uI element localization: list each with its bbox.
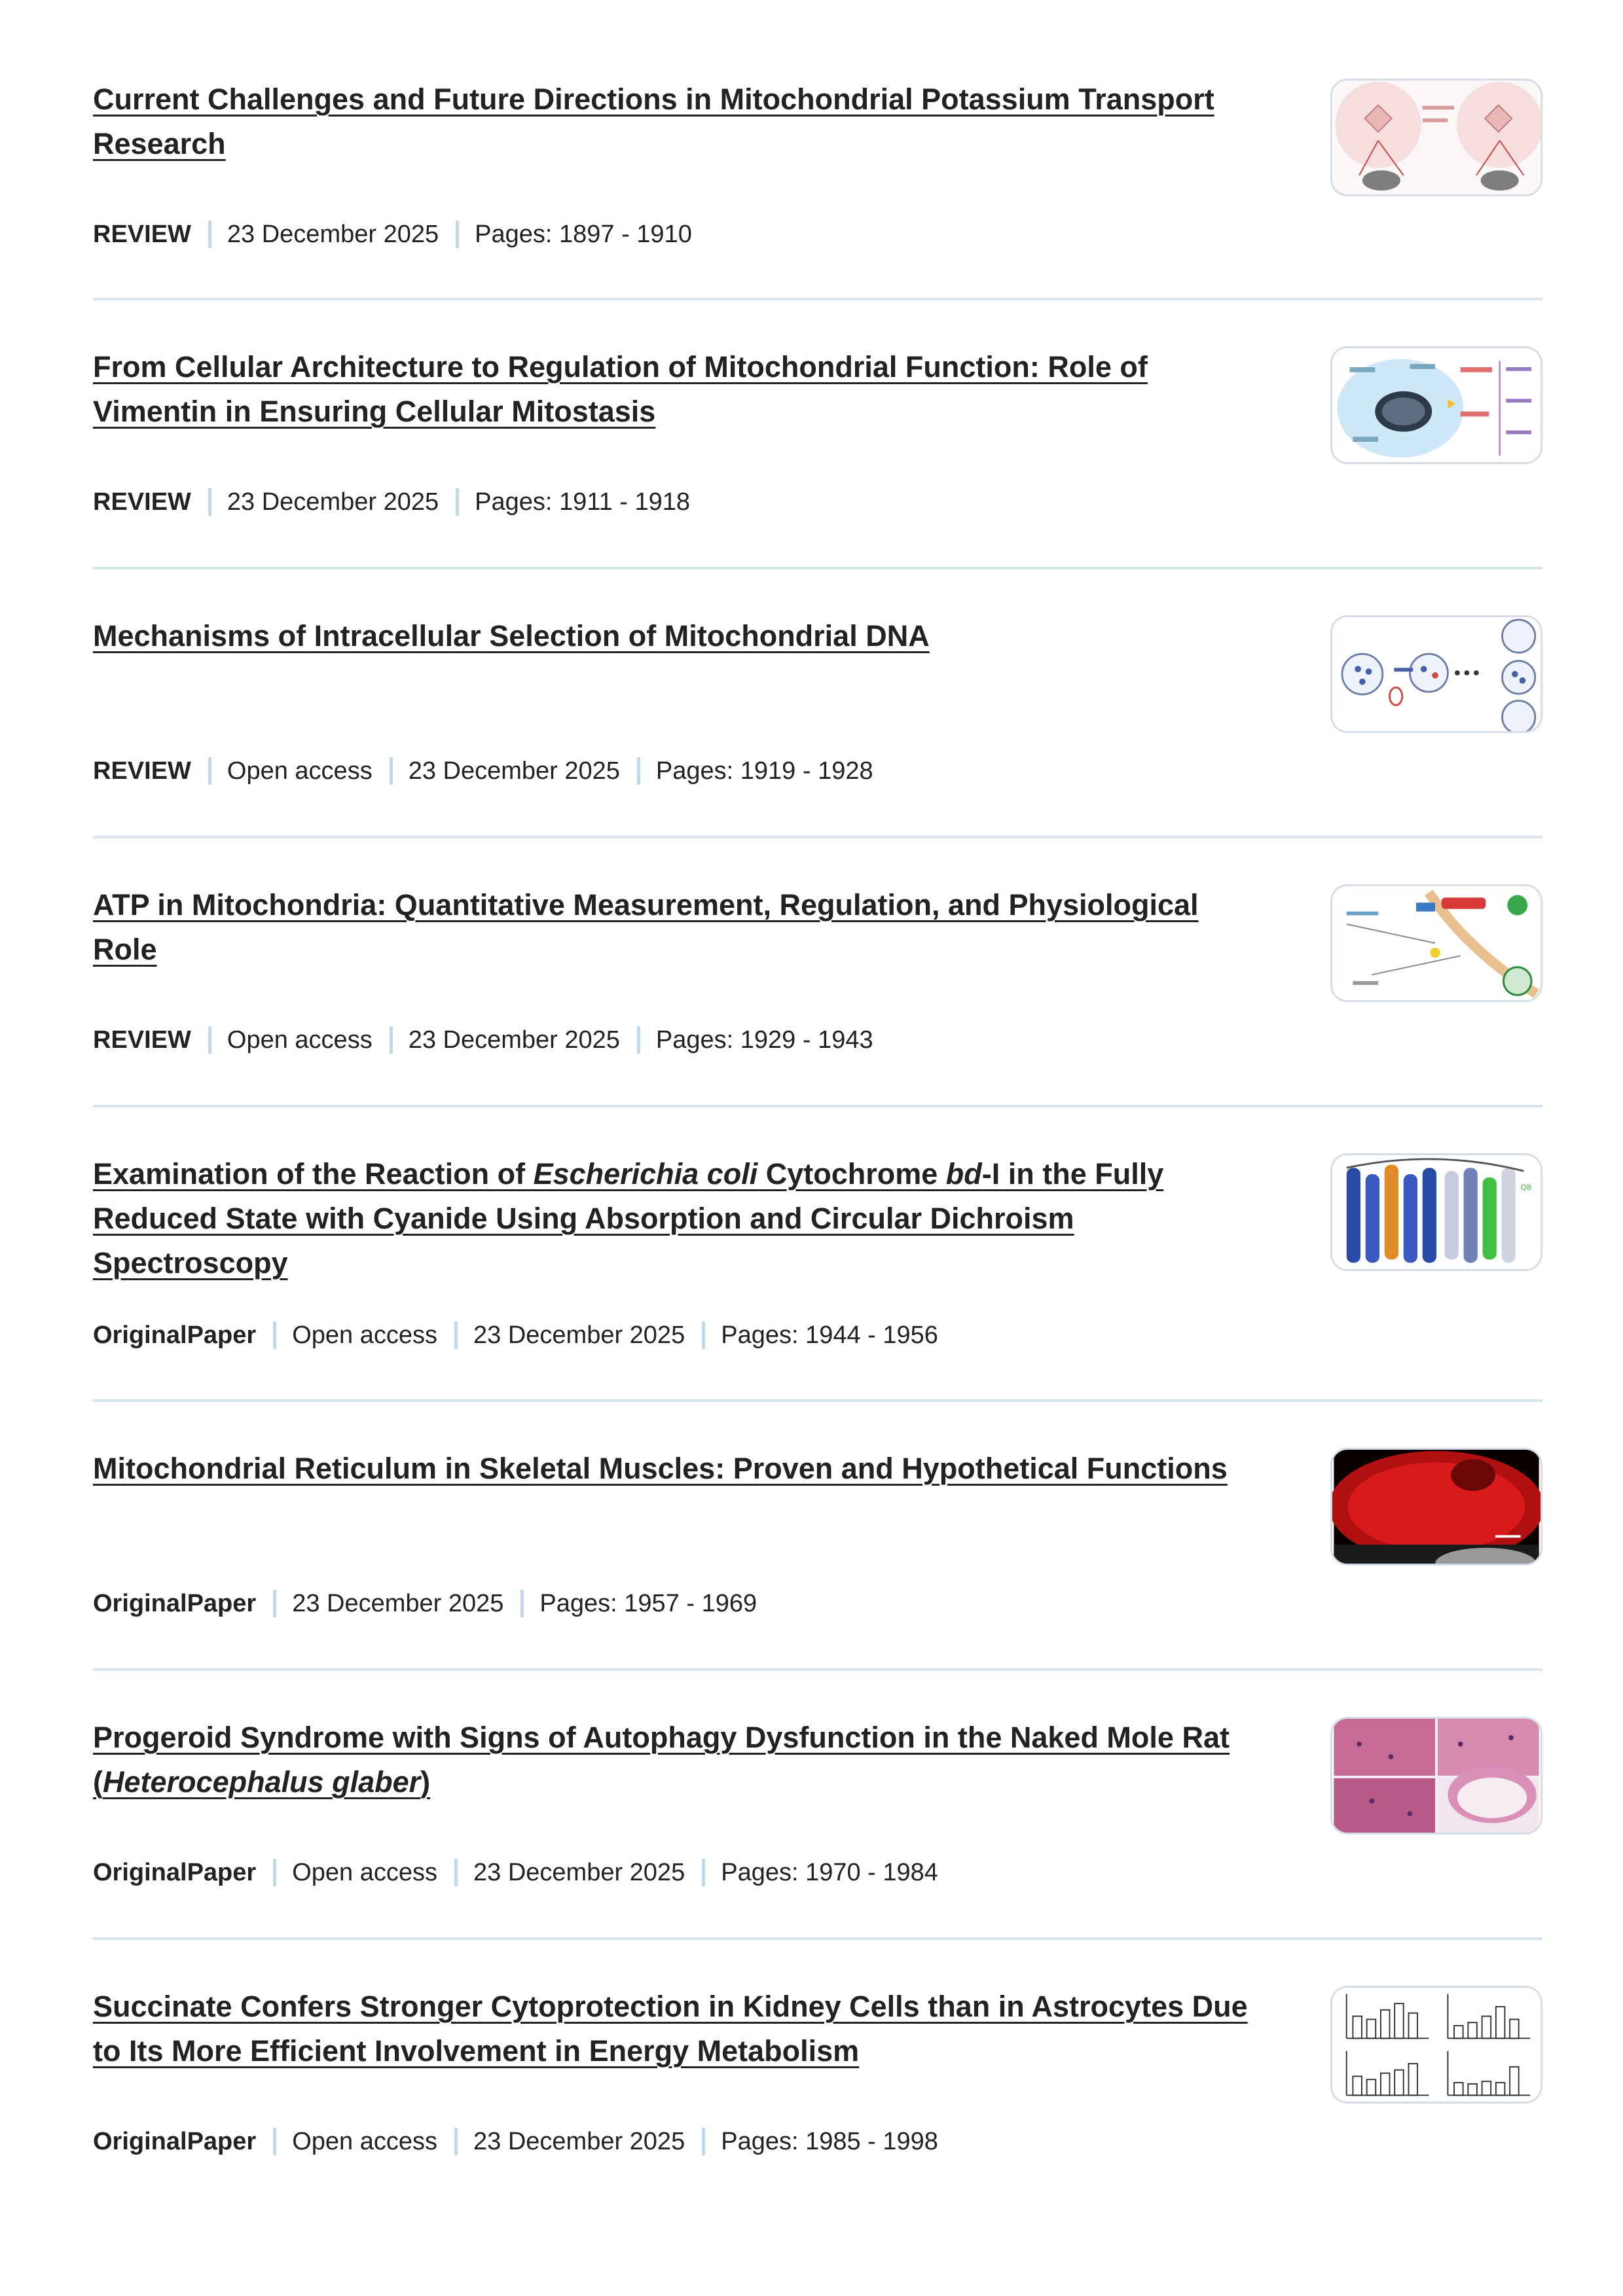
meta-separator <box>273 1859 276 1886</box>
article-item <box>93 1940 1542 2215</box>
page-range: Pages: 1929 - 1943 <box>655 1026 873 1054</box>
meta-separator <box>208 221 211 248</box>
article-item <box>93 1107 1542 1402</box>
title-text: Spectroscopy <box>93 1246 288 1280</box>
title-text: Vimentin in Ensuring Cellular Mitostasis <box>93 395 656 428</box>
article-type: OriginalPaper <box>93 1859 257 1886</box>
article-title-link[interactable] <box>93 1152 1271 1285</box>
title-text: ) <box>420 1765 431 1799</box>
article-item <box>93 1402 1542 1671</box>
vimentin-mitochondria-diagram-icon[interactable] <box>1330 346 1542 464</box>
article-meta <box>93 2127 938 2156</box>
publication-date: 23 December 2025 <box>227 488 439 516</box>
title-text: ATP in Mitochondria: Quantitative Measurement, Regulation, and Physiological <box>93 888 1199 922</box>
meta-separator <box>637 1026 640 1054</box>
open-access-label: Open access <box>292 2128 437 2155</box>
meta-separator <box>456 488 459 516</box>
meta-separator <box>454 2128 458 2155</box>
article-item <box>93 569 1542 838</box>
meta-separator <box>454 1321 458 1349</box>
potassium-transport-figure-icon[interactable] <box>1330 79 1542 196</box>
meta-separator <box>208 1026 211 1054</box>
article-meta <box>93 1026 873 1054</box>
page-range: Pages: 1897 - 1910 <box>475 221 692 248</box>
article-item <box>93 0 1542 300</box>
meta-separator <box>702 1859 705 1886</box>
article-title-link[interactable] <box>93 1984 1271 2073</box>
title-text: Mitochondrial Reticulum in Skeletal Muscles: Proven and Hypothetical Functions <box>93 1452 1228 1485</box>
meta-separator <box>702 1321 705 1349</box>
title-text: Cytochrome <box>757 1157 946 1191</box>
page-range: Pages: 1985 - 1998 <box>721 2128 938 2155</box>
article-title-link[interactable] <box>93 1446 1271 1491</box>
publication-date: 23 December 2025 <box>408 1026 620 1054</box>
article-type: REVIEW <box>93 488 191 516</box>
page-range: Pages: 1944 - 1956 <box>721 1321 938 1349</box>
article-type: OriginalPaper <box>93 1321 257 1349</box>
title-text-italic: Escherichia coli <box>533 1157 758 1191</box>
page-range: Pages: 1919 - 1928 <box>655 757 873 785</box>
meta-separator <box>208 757 211 785</box>
article-title-link[interactable] <box>93 345 1271 434</box>
bar-chart-figure-icon[interactable] <box>1330 1986 1542 2104</box>
article-type: REVIEW <box>93 757 191 785</box>
title-text: From Cellular Architecture to Regulation of Mitochondrial Function: Role of <box>93 350 1148 384</box>
article-meta <box>93 757 873 785</box>
title-text: ( <box>93 1765 103 1799</box>
meta-separator <box>454 1859 458 1886</box>
article-title-link[interactable] <box>93 883 1271 972</box>
meta-separator <box>702 2128 705 2155</box>
article-title-link[interactable] <box>93 614 1271 658</box>
open-access-label: Open access <box>292 1859 437 1886</box>
meta-separator <box>273 1321 276 1349</box>
page-range: Pages: 1970 - 1984 <box>721 1859 938 1886</box>
publication-date: 23 December 2025 <box>292 1590 504 1617</box>
meta-separator <box>208 488 211 516</box>
title-text: Research <box>93 127 226 160</box>
open-access-label: Open access <box>292 1321 437 1349</box>
article-meta <box>93 1589 757 1618</box>
publication-date: 23 December 2025 <box>227 221 439 248</box>
meta-separator <box>390 1026 393 1054</box>
article-meta <box>93 488 690 516</box>
fluorescence-micrograph-icon[interactable] <box>1330 1448 1542 1566</box>
atp-pathway-diagram-icon[interactable] <box>1330 884 1542 1002</box>
page-range: Pages: 1911 - 1918 <box>475 488 691 516</box>
title-text: Current Challenges and Future Directions in Mitochondrial Potassium Transport <box>93 82 1214 116</box>
title-text: Role <box>93 933 157 966</box>
page-range: Pages: 1957 - 1969 <box>539 1590 757 1617</box>
article-meta <box>93 1321 938 1350</box>
title-text: Reduced State with Cyanide Using Absorption and Circular Dichroism <box>93 1202 1074 1235</box>
title-text: Mechanisms of Intracellular Selection of Mitochondrial DNA <box>93 619 930 653</box>
open-access-label: Open access <box>227 1026 373 1054</box>
publication-date: 23 December 2025 <box>408 757 620 785</box>
publication-date: 23 December 2025 <box>473 1321 685 1349</box>
mtdna-selection-diagram-icon[interactable] <box>1330 615 1542 733</box>
meta-separator <box>520 1590 524 1617</box>
article-item <box>93 1671 1542 1940</box>
article-item <box>93 838 1542 1107</box>
article-type: OriginalPaper <box>93 2128 257 2155</box>
article-item <box>93 300 1542 569</box>
meta-separator <box>273 2128 276 2155</box>
svg-text:Q8: Q8 <box>1520 1183 1532 1193</box>
article-title-link[interactable] <box>93 77 1271 166</box>
meta-separator <box>456 221 459 248</box>
meta-separator <box>273 1590 276 1617</box>
publication-date: 23 December 2025 <box>473 1859 685 1886</box>
open-access-label: Open access <box>227 757 373 785</box>
title-text-italic: Heterocephalus glaber <box>103 1765 421 1799</box>
title-text: Examination of the Reaction of <box>93 1157 534 1191</box>
meta-separator <box>637 757 640 785</box>
histology-micrograph-icon[interactable] <box>1330 1717 1542 1835</box>
protein-structure-icon[interactable] <box>1330 1153 1542 1271</box>
article-meta <box>93 1858 938 1887</box>
article-type: OriginalPaper <box>93 1590 257 1617</box>
title-text: to Its More Efficient Involvement in Energy Metabolism <box>93 2034 860 2068</box>
meta-separator <box>390 757 393 785</box>
publication-date: 23 December 2025 <box>473 2128 685 2155</box>
article-title-link[interactable] <box>93 1715 1271 1804</box>
article-meta <box>93 220 692 249</box>
title-text: Progeroid Syndrome with Signs of Autophagy Dysfunction in the Naked Mole Rat <box>93 1721 1230 1754</box>
article-type: REVIEW <box>93 221 191 248</box>
title-text: Succinate Confers Stronger Cytoprotection in Kidney Cells than in Astrocytes Due <box>93 1990 1248 2023</box>
article-type: REVIEW <box>93 1026 191 1054</box>
title-text-italic: bd <box>945 1157 982 1191</box>
title-text: -I in the Fully <box>981 1157 1164 1191</box>
